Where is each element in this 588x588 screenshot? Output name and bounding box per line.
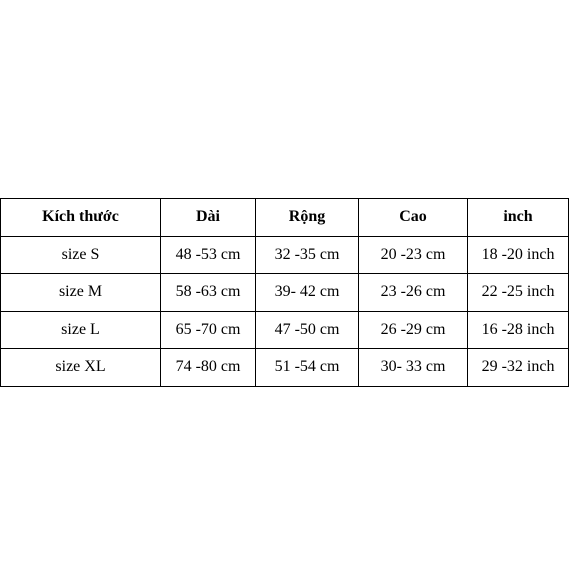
- table-row: [1, 236, 569, 274]
- cell-width: 47 -50 cm: [256, 311, 359, 349]
- table-header-row: [1, 199, 569, 237]
- cell-height: 23 -26 cm: [359, 274, 468, 312]
- table-row: [1, 274, 569, 312]
- table-row: [1, 349, 569, 387]
- cell-size: size L: [1, 311, 161, 349]
- cell-width: 39- 42 cm: [256, 274, 359, 312]
- cell-size: size M: [1, 274, 161, 312]
- size-table: [0, 198, 569, 387]
- header-length: Dài: [161, 199, 256, 237]
- cell-size: size S: [1, 236, 161, 274]
- cell-height: 26 -29 cm: [359, 311, 468, 349]
- header-height: Cao: [359, 199, 468, 237]
- cell-width: 32 -35 cm: [256, 236, 359, 274]
- cell-inch: 16 -28 inch: [468, 311, 569, 349]
- cell-length: 74 -80 cm: [161, 349, 256, 387]
- header-width: Rộng: [256, 199, 359, 237]
- table-row: [1, 311, 569, 349]
- cell-size: size XL: [1, 349, 161, 387]
- size-chart: [0, 198, 569, 387]
- cell-length: 65 -70 cm: [161, 311, 256, 349]
- header-size: Kích thước: [1, 199, 161, 237]
- cell-width: 51 -54 cm: [256, 349, 359, 387]
- cell-height: 30- 33 cm: [359, 349, 468, 387]
- cell-length: 58 -63 cm: [161, 274, 256, 312]
- cell-inch: 18 -20 inch: [468, 236, 569, 274]
- header-inch: inch: [468, 199, 569, 237]
- cell-length: 48 -53 cm: [161, 236, 256, 274]
- cell-inch: 22 -25 inch: [468, 274, 569, 312]
- cell-inch: 29 -32 inch: [468, 349, 569, 387]
- cell-height: 20 -23 cm: [359, 236, 468, 274]
